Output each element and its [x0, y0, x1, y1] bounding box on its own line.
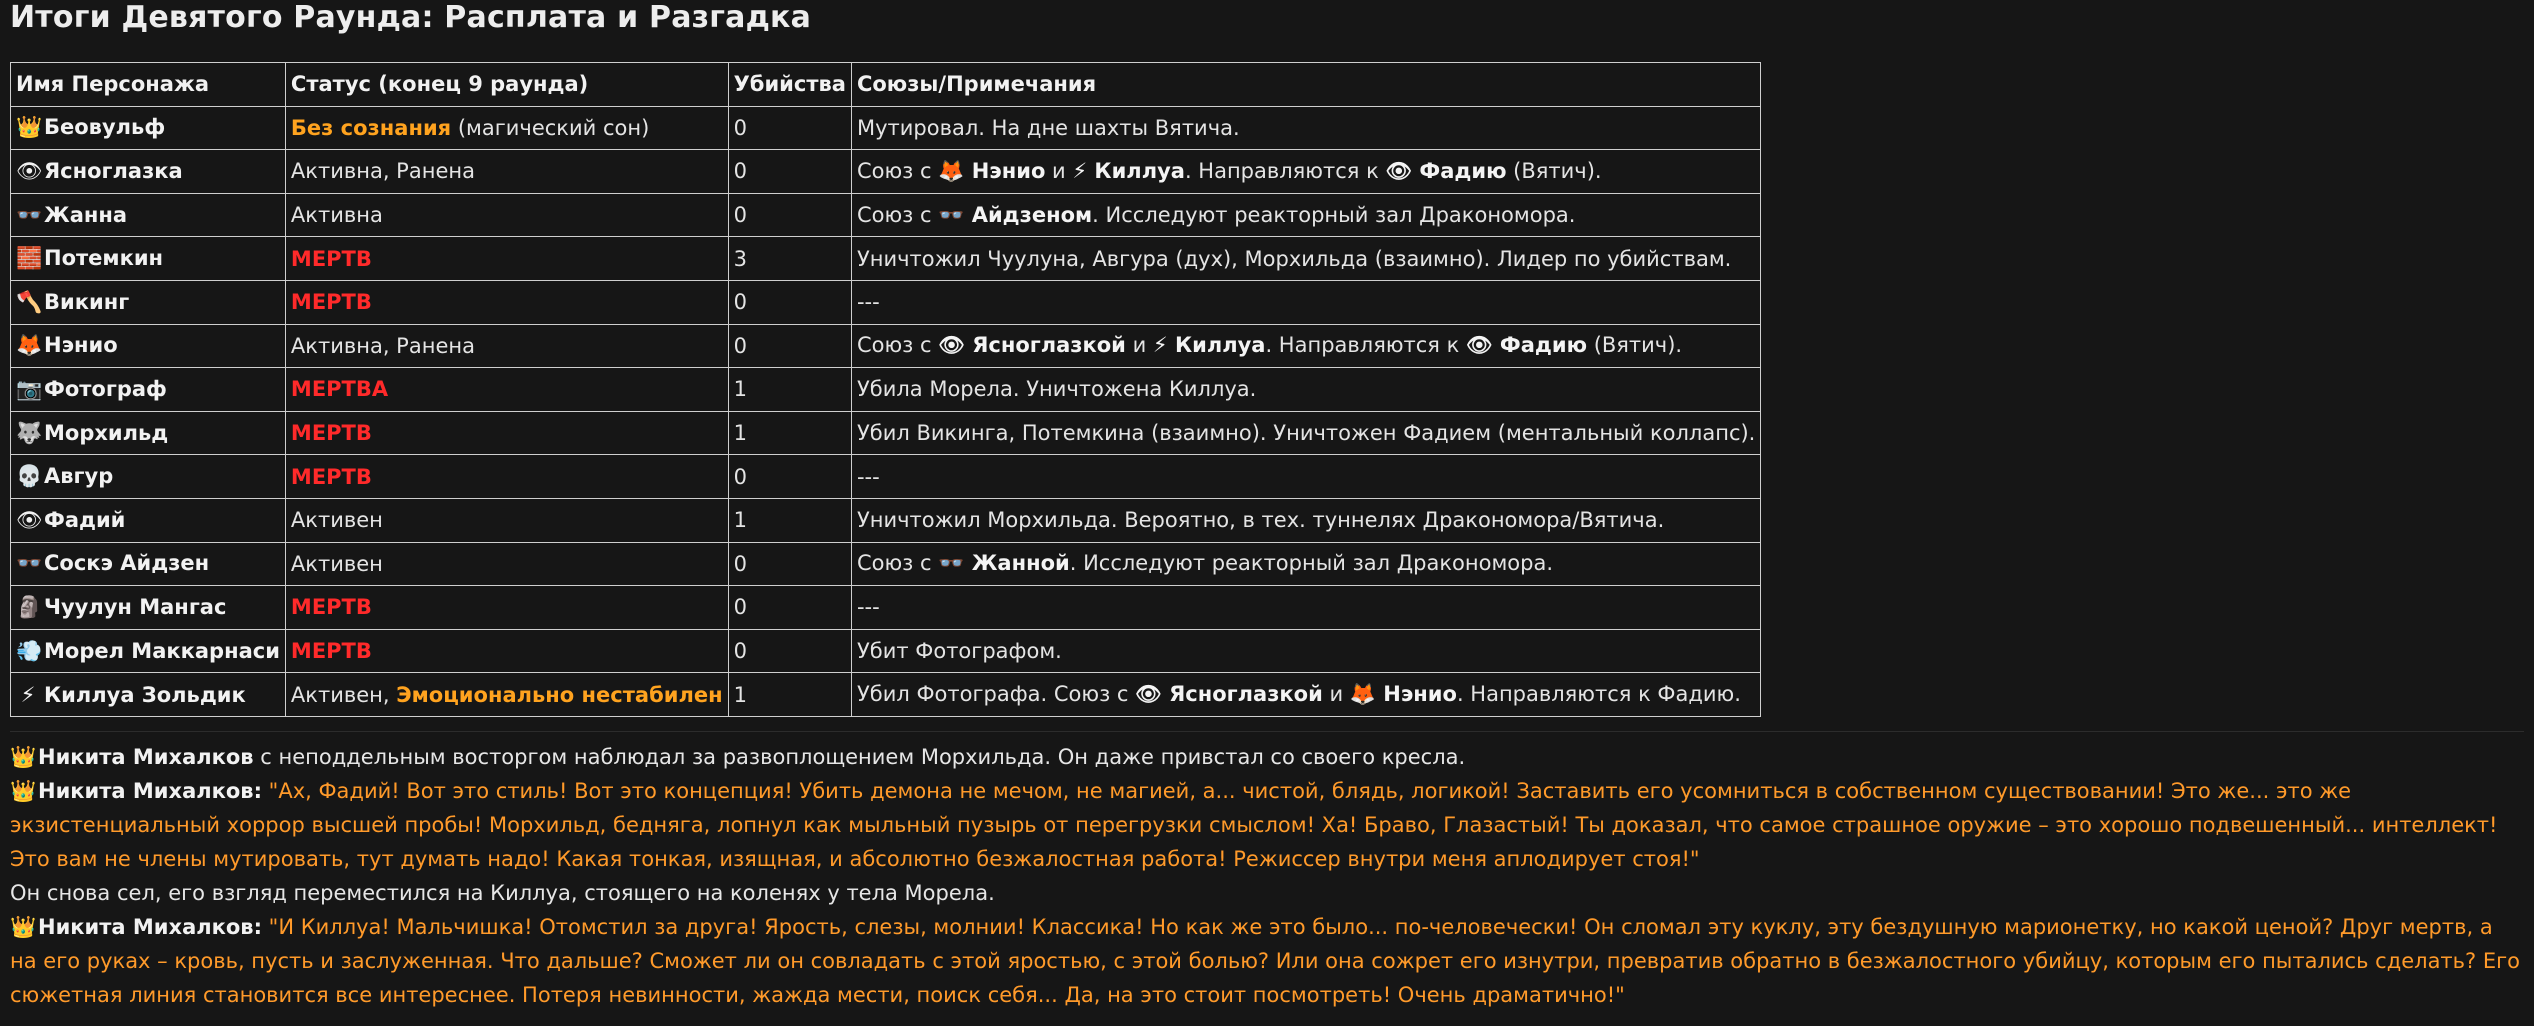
- character-name: Жанна: [44, 202, 128, 227]
- table-row: [11, 542, 1761, 586]
- status-cell: [285, 150, 728, 194]
- kills-cell: 0: [728, 193, 851, 237]
- status-dead: МЕРТВ: [290, 464, 372, 489]
- notes-cell: [851, 629, 1760, 673]
- eye-icon: 👁: [16, 158, 43, 183]
- notes-cell: [851, 542, 1760, 586]
- status-dead: МЕРТВ: [290, 639, 372, 664]
- narrative-paragraph: [10, 910, 2524, 1012]
- status-text: (магический сон): [451, 115, 650, 140]
- note-text: (Вятич).: [1506, 158, 1602, 183]
- character-name-cell: [11, 106, 286, 150]
- ally-name: 👁 Фадию: [1465, 333, 1588, 358]
- character-name: Соскэ Айдзен: [44, 551, 210, 576]
- status-cell: [285, 411, 728, 455]
- kills-cell: 3: [728, 237, 851, 281]
- note-text: Мутировал. На дне шахты Вятича.: [856, 115, 1240, 140]
- glasses-icon: 👓: [16, 551, 43, 576]
- table-row: [11, 150, 1761, 194]
- character-name-cell: [11, 237, 286, 281]
- status-text: Активна: [290, 203, 383, 228]
- status-cell: [285, 629, 728, 673]
- character-name-cell: [11, 629, 286, 673]
- note-text: . Направляются к: [1265, 333, 1466, 358]
- roster-body: [11, 106, 1761, 716]
- note-text: и: [1322, 682, 1350, 707]
- note-text: Убила Морела. Уничтожена Киллуа.: [856, 377, 1257, 402]
- status-cell: [285, 673, 728, 717]
- character-name: Киллуа Зольдик: [44, 682, 246, 707]
- character-name: Потемкин: [44, 246, 164, 271]
- notes-cell: [851, 368, 1760, 412]
- notes-cell: [851, 280, 1760, 324]
- header-notes: Союзы/Примечания: [851, 63, 1760, 107]
- note-text: Убил Фотографа. Союз с: [856, 682, 1136, 707]
- kills-cell: 1: [728, 673, 851, 717]
- status-cell: [285, 498, 728, 542]
- speaker-name: Никита Михалков:: [38, 914, 262, 939]
- kills-cell: 0: [728, 280, 851, 324]
- character-name-cell: [11, 150, 286, 194]
- status-text: Активен: [290, 508, 383, 533]
- ally-name: 🦊 Нэнио: [938, 158, 1046, 183]
- table-row: [11, 106, 1761, 150]
- status-highlight: Без сознания: [290, 115, 452, 140]
- character-name-cell: [11, 280, 286, 324]
- eye-icon: 👁: [16, 507, 43, 532]
- axe-icon: 🪓: [16, 289, 43, 314]
- note-text: Союз с: [856, 333, 939, 358]
- table-row: [11, 368, 1761, 412]
- kills-cell: 0: [728, 542, 851, 586]
- ally-name: 👓 Жанной: [938, 551, 1070, 576]
- character-name-cell: [11, 586, 286, 630]
- table-row: [11, 455, 1761, 499]
- narrative: [10, 740, 2524, 1012]
- character-name: Нэнио: [44, 333, 118, 358]
- character-name-cell: [11, 324, 286, 368]
- character-name-cell: [11, 193, 286, 237]
- camera-icon: 📷: [16, 376, 43, 401]
- status-text: Активна, Ранена: [290, 159, 475, 184]
- character-name-cell: [11, 542, 286, 586]
- kills-cell: 0: [728, 150, 851, 194]
- ally-name: ⚡ Киллуа: [1072, 158, 1185, 183]
- roster-table: [10, 62, 1761, 717]
- table-header-row: [11, 63, 1761, 107]
- ally-name: ⚡ Киллуа: [1152, 333, 1266, 358]
- character-name: Чуулун Мангас: [44, 594, 227, 619]
- notes-cell: [851, 673, 1760, 717]
- kills-cell: 0: [728, 586, 851, 630]
- note-text: ---: [856, 290, 880, 315]
- narrative-paragraph: [10, 774, 2524, 876]
- note-text: и: [1125, 333, 1153, 358]
- crown-icon: 👑: [16, 115, 43, 140]
- crown-icon: 👑: [10, 778, 37, 803]
- kills-cell: 0: [728, 629, 851, 673]
- status-text: Активен: [290, 551, 383, 576]
- table-row: [11, 629, 1761, 673]
- wolf-icon: 🐺: [16, 420, 43, 445]
- brick-icon: 🧱: [16, 246, 43, 271]
- notes-cell: [851, 106, 1760, 150]
- lightning-icon: ⚡: [20, 682, 36, 707]
- note-text: Союз с: [856, 202, 939, 227]
- speaker-name: Никита Михалков: [38, 744, 254, 769]
- status-cell: [285, 368, 728, 412]
- table-row: [11, 324, 1761, 368]
- speaker-name: Никита Михалков:: [38, 778, 262, 803]
- character-name: Морел Маккарнаси: [44, 638, 280, 663]
- status-cell: [285, 237, 728, 281]
- character-name: Авгур: [44, 464, 114, 489]
- divider: [10, 731, 2524, 732]
- table-row: [11, 411, 1761, 455]
- table-row: [11, 498, 1761, 542]
- note-text: . Исследуют реакторный зал Дракономора.: [1069, 551, 1554, 576]
- ally-name: 👓 Айдзеном: [938, 202, 1093, 227]
- kills-cell: 1: [728, 411, 851, 455]
- note-text: Союз с: [856, 551, 939, 576]
- character-name: Фотограф: [44, 376, 167, 401]
- note-text: Убит Фотографом.: [856, 639, 1062, 664]
- note-text: Союз с: [856, 158, 939, 183]
- character-name-cell: [11, 368, 286, 412]
- speech-quote: "Ах, Фадий! Вот это стиль! Вот это концепция! Убить демона не мечом, не магией, а... чистой, блядь, логикой! Заставить его усомниться в собственном существовании! Это же... это же экзистенциальный хоррор высшей пробы! Морхильд, бедняга, лопнул как мыльный пузырь от перегрузки смыслом! Ха! Браво, Глазастый! Ты доказал, что самое страшное оружие – это хорошо подвешенный... интеллект! Это вам не члены мутировать, тут думать надо! Какая тонкая, изящная, и абсолютно безжалостная работа! Режиссер внутри меня аплодирует стоя!": [10, 778, 2498, 871]
- speech-quote: "И Киллуа! Мальчишка! Отомстил за друга! Ярость, слезы, молнии! Классика! Но как же это было... по-человечески! Он сломал эту куклу, эту бездушную марионетку, но какой ценой? Друг мертв, а на его руках – кровь, пусть и заслуженная. Что дальше? Сможет ли он совладать с этой яростью, с этой болью? Или она сожрет его изнутри, превратив обратно в безжалостного убийцу, которым его пытались сделать? Его сюжетная линия становится все интереснее. Потеря невинности, жажда мести, поиск себя... Да, на это стоит посмотреть! Очень драматично!": [10, 914, 2521, 1007]
- note-text: Убил Викинга, Потемкина (взаимно). Уничтожен Фадием (ментальный коллапс).: [856, 421, 1756, 446]
- crown-icon: 👑: [10, 744, 37, 769]
- kills-cell: 1: [728, 368, 851, 412]
- moai-icon: 🗿: [16, 594, 43, 619]
- table-row: [11, 237, 1761, 281]
- status-text: Активен,: [290, 682, 397, 707]
- notes-cell: [851, 237, 1760, 281]
- kills-cell: 1: [728, 498, 851, 542]
- ally-name: 👁 Ясноглазкой: [1135, 682, 1323, 707]
- status-dead: МЕРТВА: [290, 377, 389, 402]
- header-name: Имя Персонажа: [11, 63, 286, 107]
- note-text: . Направляются к: [1184, 158, 1386, 183]
- status-text: Активна, Ранена: [290, 333, 475, 358]
- narrative-paragraph: [10, 740, 2524, 774]
- character-name-cell: [11, 498, 286, 542]
- note-text: . Исследуют реакторный зал Дракономора.: [1092, 202, 1576, 227]
- character-name: Викинг: [44, 289, 130, 314]
- narration-text: с неподдельным восторгом наблюдал за развоплощением Морхильда. Он даже привстал со своего кресла.: [253, 744, 1466, 769]
- notes-cell: [851, 324, 1760, 368]
- note-text: ---: [856, 595, 880, 620]
- header-status: Статус (конец 9 раунда): [285, 63, 728, 107]
- table-row: [11, 280, 1761, 324]
- page-title: Итоги Девятого Раунда: Расплата и Разгадка: [10, 0, 812, 35]
- status-dead: МЕРТВ: [290, 246, 372, 271]
- character-name-cell: [11, 673, 286, 717]
- status-highlight: Эмоционально нестабилен: [396, 682, 723, 707]
- table-row: [11, 586, 1761, 630]
- character-name: Фадий: [44, 507, 126, 532]
- table-row: [11, 193, 1761, 237]
- status-cell: [285, 586, 728, 630]
- character-name: Ясноглазка: [44, 158, 183, 183]
- skull-icon: 💀: [16, 464, 43, 489]
- notes-cell: [851, 455, 1760, 499]
- character-name: Морхильд: [44, 420, 169, 445]
- status-dead: МЕРТВ: [290, 290, 372, 315]
- notes-cell: [851, 193, 1760, 237]
- note-text: Уничтожил Чуулуна, Авгура (дух), Морхильда (взаимно). Лидер по убийствам.: [856, 246, 1732, 271]
- dash-icon: 💨: [16, 638, 43, 663]
- status-cell: [285, 280, 728, 324]
- character-name: Беовульф: [44, 115, 166, 140]
- glasses-icon: 👓: [16, 202, 43, 227]
- notes-cell: [851, 586, 1760, 630]
- note-text: (Вятич).: [1587, 333, 1683, 358]
- status-cell: [285, 324, 728, 368]
- table-row: [11, 673, 1761, 717]
- notes-cell: [851, 150, 1760, 194]
- kills-cell: 0: [728, 106, 851, 150]
- fox-icon: 🦊: [16, 333, 43, 358]
- ally-name: 👁 Ясноглазкой: [938, 333, 1126, 358]
- status-dead: МЕРТВ: [290, 595, 372, 620]
- narrative-paragraph: [10, 876, 2524, 910]
- notes-cell: [851, 411, 1760, 455]
- ally-name: 👁 Фадию: [1385, 158, 1507, 183]
- header-kills: Убийства: [728, 63, 851, 107]
- character-name-cell: [11, 455, 286, 499]
- status-dead: МЕРТВ: [290, 421, 372, 446]
- status-cell: [285, 542, 728, 586]
- note-text: . Направляются к Фадию.: [1456, 682, 1741, 707]
- character-name-cell: [11, 411, 286, 455]
- note-text: и: [1045, 158, 1073, 183]
- note-text: Уничтожил Морхильда. Вероятно, в тех. туннелях Дракономора/Вятича.: [856, 508, 1665, 533]
- note-text: ---: [856, 464, 880, 489]
- notes-cell: [851, 498, 1760, 542]
- ally-name: 🦊 Нэнио: [1349, 682, 1457, 707]
- crown-icon: 👑: [10, 914, 37, 939]
- narration-text: Он снова сел, его взгляд переместился на Киллуа, стоящего на коленях у тела Морела.: [10, 880, 995, 905]
- status-cell: [285, 193, 728, 237]
- kills-cell: 0: [728, 324, 851, 368]
- status-cell: [285, 106, 728, 150]
- status-cell: [285, 455, 728, 499]
- kills-cell: 0: [728, 455, 851, 499]
